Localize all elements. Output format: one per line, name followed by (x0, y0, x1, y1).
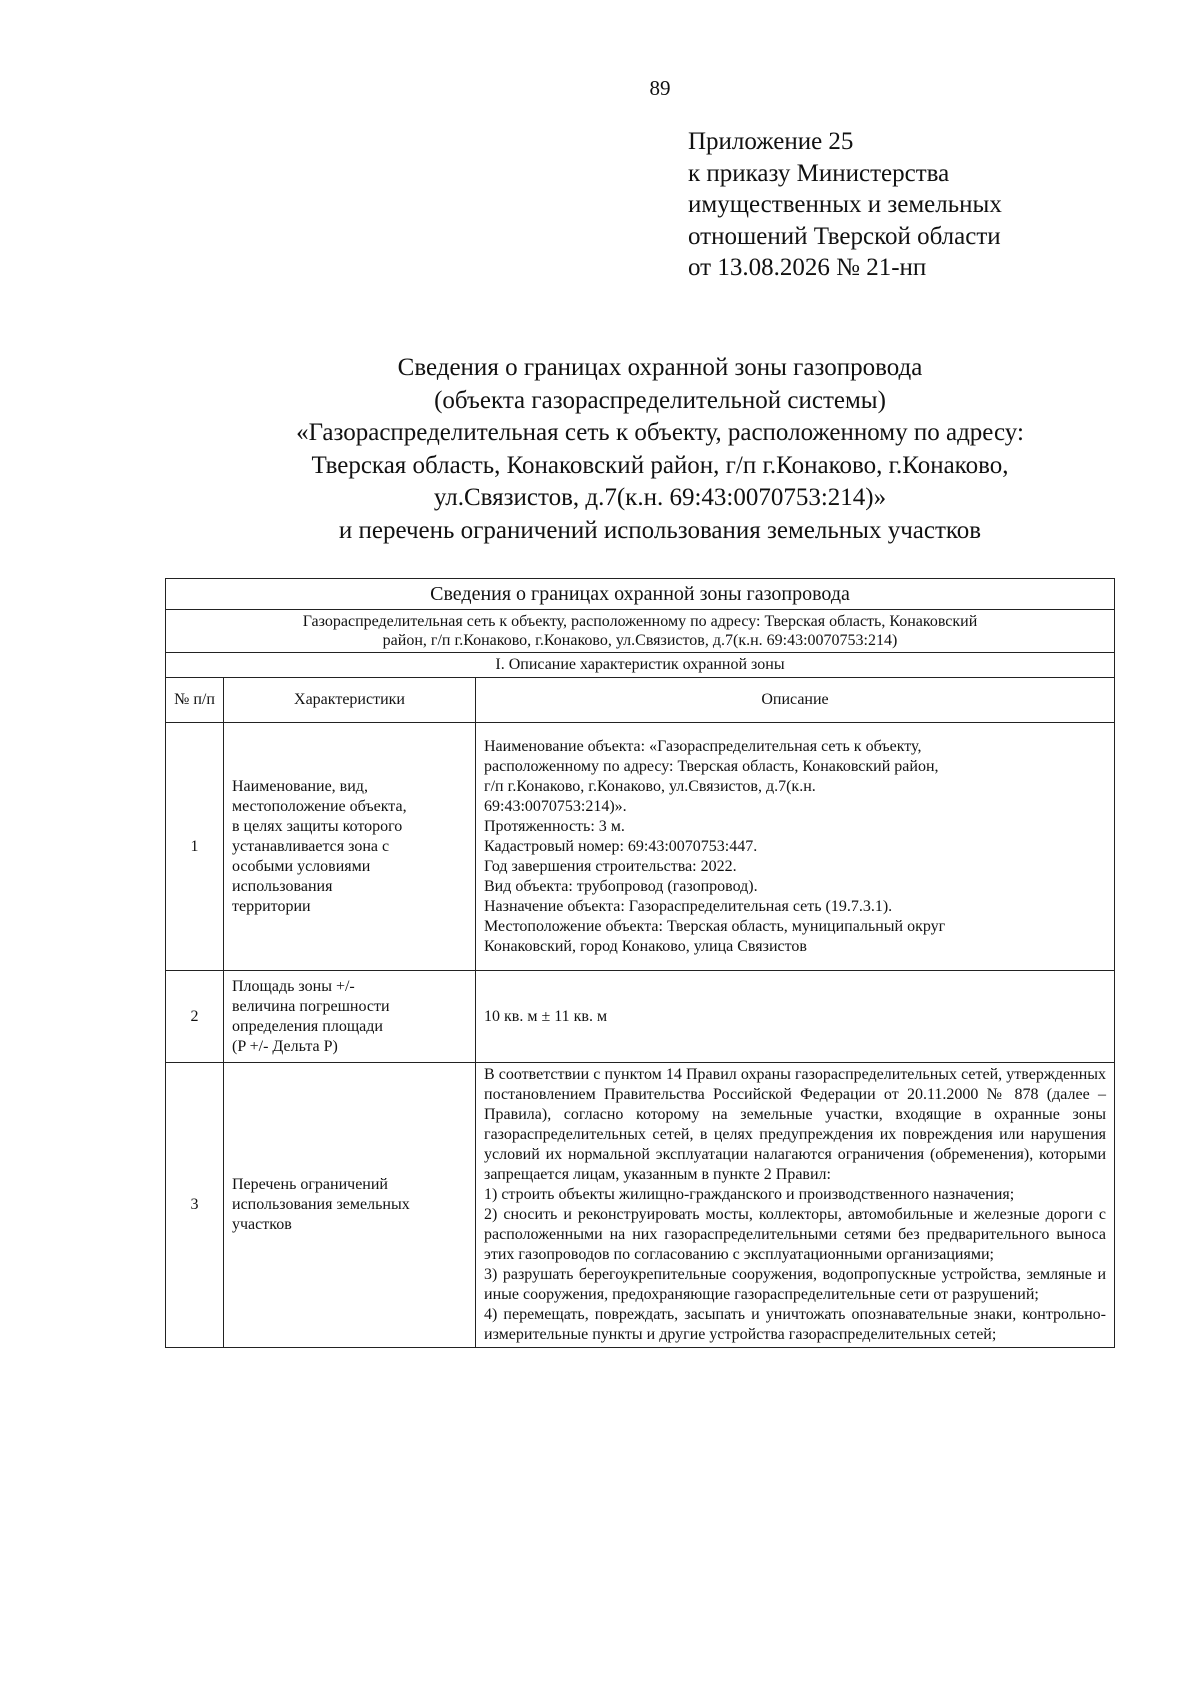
row-description (476, 1063, 1115, 1348)
object-header-line: район, г/п г.Конаково, г.Конаково, ул.Связистов, д.7(к.н. 69:43:0070753:214) (382, 632, 898, 649)
row-number: 2 (166, 971, 224, 1063)
column-header-description: Описание (476, 678, 1115, 723)
row-description (476, 723, 1115, 971)
title-line: Тверская область, Конаковский район, г/п г.Конаково, г.Конаково, (311, 451, 1009, 479)
table-row (166, 723, 1115, 971)
appendix-line: Приложение 25 (688, 128, 854, 155)
description-paragraph: 4) перемещать, повреждать, засыпать и уничтожать опознавательные знаки, контрольно-измерительные пункты и другие устройства газораспределительных сетей; (484, 1306, 1106, 1343)
description-line: г/п г.Конаково, г.Конаково, ул.Связистов, д.7(к.н. (484, 777, 816, 795)
description-line: Протяженность: 3 м. (484, 817, 625, 835)
characteristic-line: Площадь зоны +/- (232, 977, 355, 995)
description-paragraph: 3) разрушать берегоукрепительные сооружения, водопропускные устройства, земляные и иные сооружения, предохраняющие газораспределительные сети от разрушений; (484, 1266, 1106, 1303)
description-line: Год завершения строительства: 2022. (484, 857, 737, 875)
description-paragraph: В соответствии с пунктом 14 Правил охраны газораспределительных сетей, утвержденных постановлением Правительства Российской Федерации от 20.11.2000 № 878 (далее – Правила), согласно которому на земельные участки, входящие в охранные зоны газораспределительных сетей, в целях предупреждения их повреждения или нарушения условий их нормальной эксплуатации налагаются ограничения (обременения), которыми запрещается лицам, указанным в пункте 2 Правил: (484, 1066, 1106, 1183)
appendix-line: имущественных и земельных (688, 191, 1002, 218)
characteristic-line: Наименование, вид, (232, 777, 368, 795)
appendix-line: от 13.08.2026 № 21-нп (688, 254, 927, 281)
title-line: Сведения о границах охранной зоны газопровода (397, 354, 923, 381)
description-line: 10 кв. м ± 11 кв. м (484, 1007, 608, 1025)
object-header-line: Газораспределительная сеть к объекту, расположенному по адресу: Тверская область, Конаковский (302, 613, 978, 630)
characteristic-line: Перечень ограничений (232, 1176, 388, 1193)
characteristic-line: использования (232, 877, 333, 895)
table-section-header: I. Описание характеристик охранной зоны (166, 653, 1115, 678)
column-header-characteristics: Характеристики (224, 678, 476, 723)
description-line: Наименование объекта: «Газораспределительная сеть к объекту, (484, 737, 922, 755)
characteristic-line: особыми условиями (232, 857, 371, 875)
characteristic-line: использования земельных (232, 1196, 410, 1213)
table-row (166, 1063, 1115, 1348)
title-line: (объекта газораспределительной системы) (434, 386, 886, 414)
row-characteristic (224, 723, 476, 971)
column-header-number: № п/п (166, 678, 224, 723)
page-number: 89 (649, 76, 671, 100)
characteristic-line: местоположение объекта, (232, 797, 407, 815)
row-number: 3 (166, 1063, 224, 1348)
appendix-line: к приказу Министерства (688, 159, 950, 187)
table-main-header: Сведения о границах охранной зоны газопровода (166, 579, 1115, 610)
description-line: Кадастровый номер: 69:43:0070753:447. (484, 837, 758, 855)
row-characteristic (224, 1063, 476, 1348)
characteristic-line: устанавливается зона с (232, 837, 390, 855)
description-line: расположенному по адресу: Тверская область, Конаковский район, (484, 757, 939, 775)
row-description (476, 971, 1115, 1063)
characteristic-line: величина погрешности (232, 997, 390, 1015)
characteristic-line: (P +/- Дельта P) (232, 1037, 338, 1055)
characteristic-line: участков (232, 1216, 292, 1233)
characteristic-line: территории (232, 897, 311, 915)
row-characteristic (224, 971, 476, 1063)
protection-zone-table (165, 578, 1115, 1348)
table-object-header (166, 610, 1115, 653)
characteristic-line: определения площади (232, 1017, 383, 1035)
description-line: Вид объекта: трубопровод (газопровод). (484, 877, 758, 895)
document-title (170, 352, 1150, 547)
title-line: «Газораспределительная сеть к объекту, расположенному по адресу: (296, 419, 1024, 446)
appendix-header (688, 126, 1002, 284)
table-column-headers (166, 678, 1115, 723)
table-row (166, 971, 1115, 1063)
title-line: ул.Связистов, д.7(к.н. 69:43:0070753:214)» (433, 484, 887, 511)
description-line: 69:43:0070753:214)». (484, 797, 627, 815)
characteristic-line: в целях защиты которого (232, 817, 403, 835)
description-line: Назначение объекта: Газораспределительная сеть (19.7.3.1). (484, 897, 893, 915)
description-line: Местоположение объекта: Тверская область, муниципальный округ (484, 917, 946, 935)
title-line: и перечень ограничений использования земельных участков (338, 516, 982, 544)
appendix-line: отношений Тверской области (688, 222, 1001, 250)
description-paragraph: 1) строить объекты жилищно-гражданского и производственного назначения; (484, 1186, 1015, 1203)
description-paragraph: 2) сносить и реконструировать мосты, коллекторы, автомобильные и железные дороги с расположенными на них газораспределительными сетями без предварительного выноса этих газопроводов по согласованию с эксплуатационными организациями; (484, 1206, 1106, 1263)
row-number: 1 (166, 723, 224, 971)
description-line: Конаковский, город Конаково, улица Связистов (484, 937, 807, 955)
